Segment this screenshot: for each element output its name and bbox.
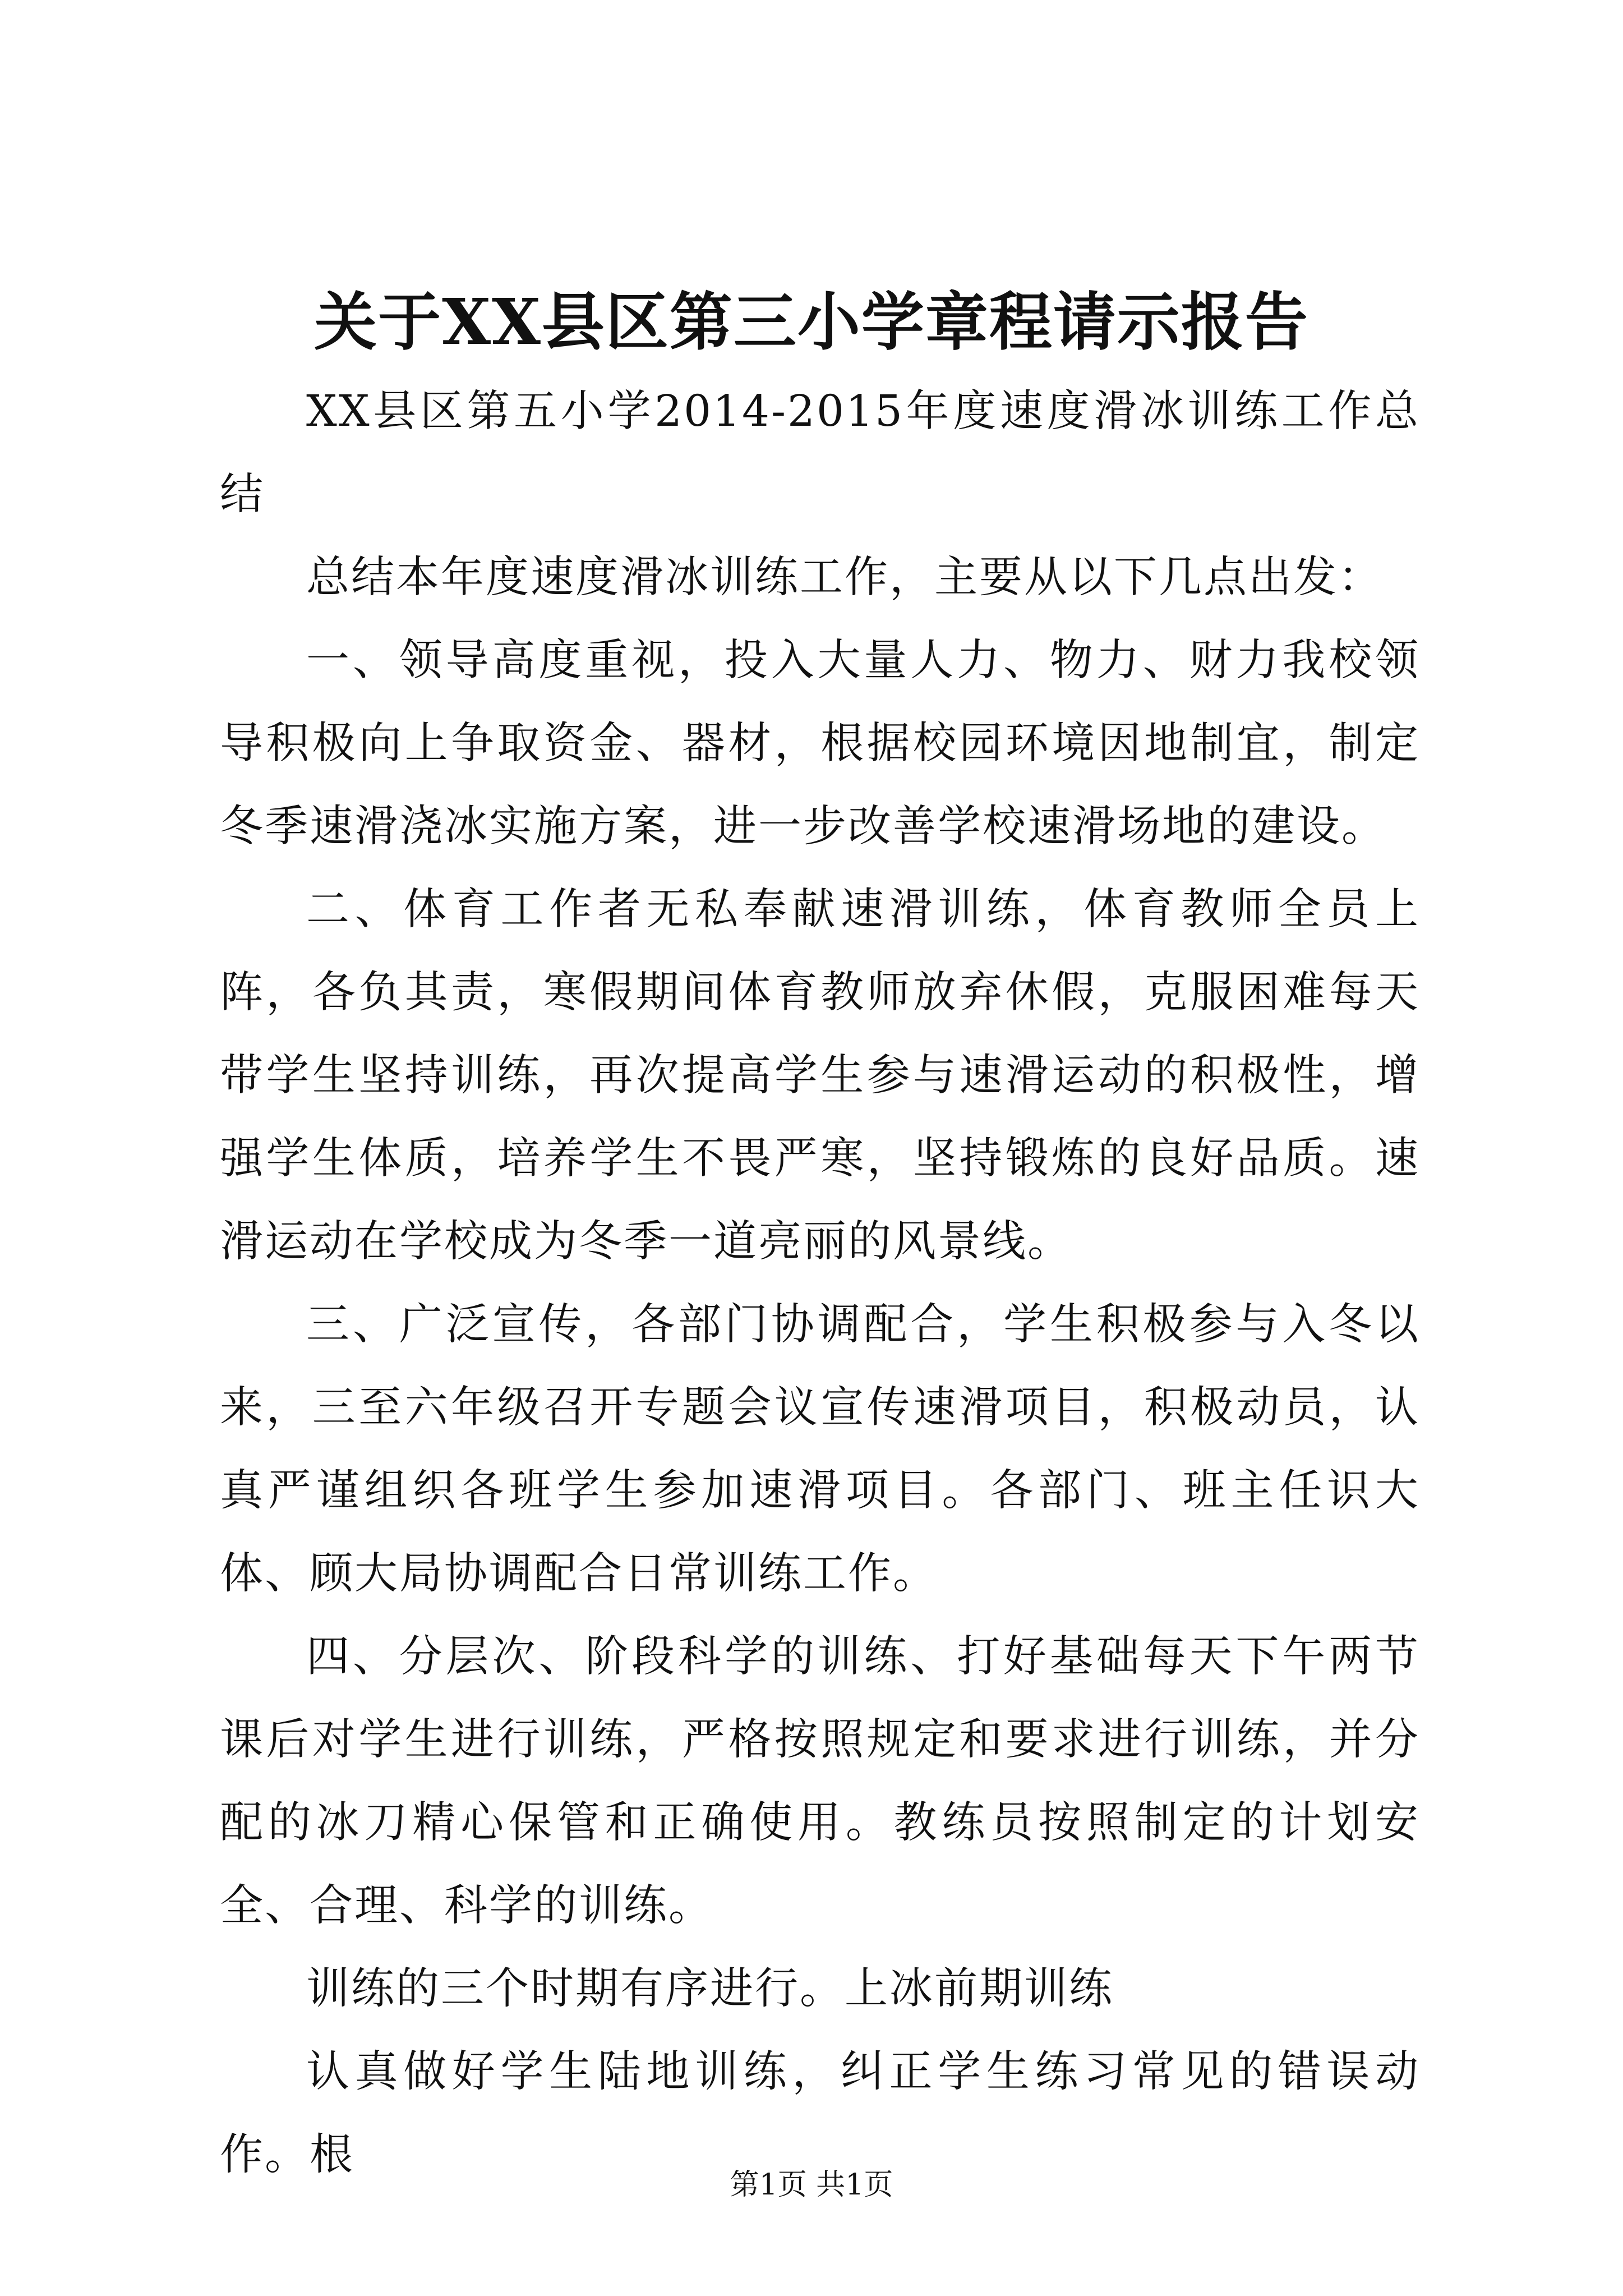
paragraph-intro: 总结本年度速度滑冰训练工作，主要从以下几点出发：: [306, 553, 1383, 602]
paragraph-point-4: 四、分层次、阶段科学的训练、打好基础每天下午两节课后对学生进行训练，严格按照规定和要求进行训练，并分配的冰刀精心保管和正确使用。教练员按照制定的计划安全、合理、科学的训练。: [220, 1632, 1420, 1931]
document-title: 关于XX县区第三小学章程请示报告: [314, 286, 1309, 359]
paragraph-point-2: 二、体育工作者无私奉献速滑训练，体育教师全员上阵，各负其责，寒假期间体育教师放弃休假，克服困难每天带学生坚持训练，再次提高学生参与速滑运动的积极性，增强学生体质，培养学生不畏严寒，坚持锻炼的良好品质。速滑运动在学校成为冬季一道亮丽的风景线。: [220, 885, 1420, 1267]
document-body: [220, 370, 1420, 2197]
paragraph-subtitle: XX县区第五小学2014-2015年度速度滑冰训练工作总结: [220, 386, 1420, 519]
paragraph-point-3: 三、广泛宣传，各部门协调配合，学生积极参与入冬以来，三至六年级召开专题会议宣传速滑项目，积极动员，认真严谨组织各班学生参加速滑项目。各部门、班主任识大体、顾大局协调配合日常训练工作。: [220, 1300, 1420, 1599]
page-footer: 第1页 共1页: [730, 2168, 893, 2202]
paragraph-land-training: 认真做好学生陆地训练，纠正学生练习常见的错误动作。根: [220, 2047, 1420, 2180]
paragraph-training-periods: 训练的三个时期有序进行。上冰前期训练: [306, 1964, 1114, 2014]
paragraph-point-1: 一、领导高度重视，投入大量人力、物力、财力我校领导积极向上争取资金、器材，根据校园环境因地制宜，制定冬季速滑浇冰实施方案，进一步改善学校速滑场地的建设。: [220, 636, 1420, 852]
